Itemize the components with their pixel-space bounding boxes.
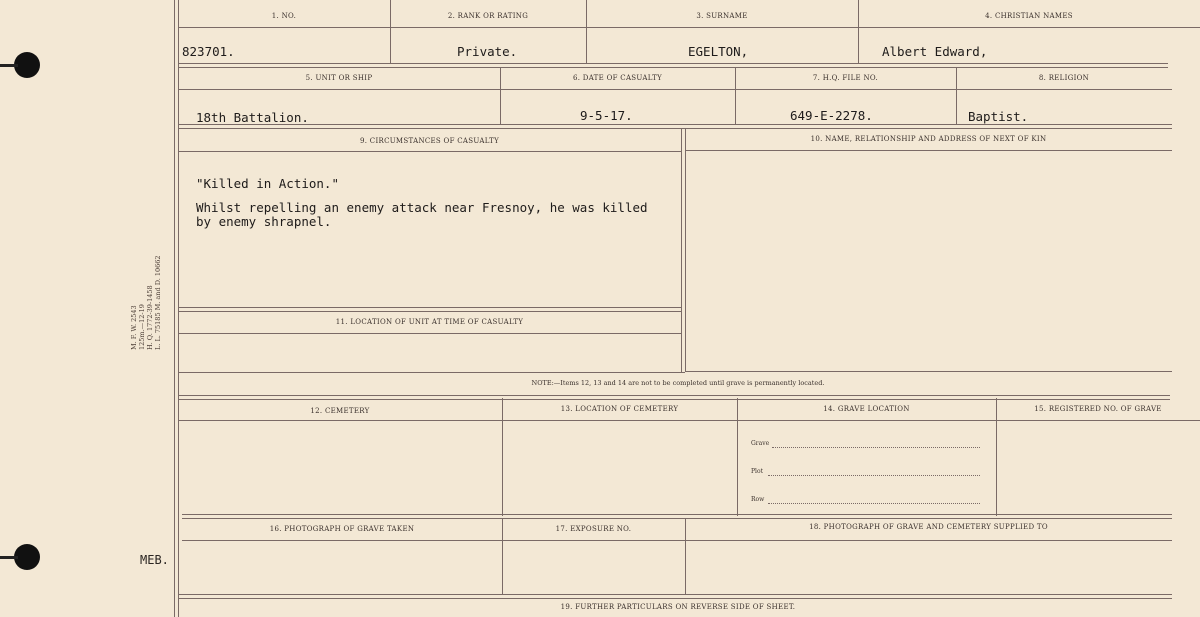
grave-label-divider	[178, 420, 1200, 421]
field-religion: Baptist.	[968, 109, 1029, 124]
row1-divider	[858, 0, 859, 64]
label-location-of-cemetery: 13. LOCATION OF CEMETERY	[560, 405, 679, 413]
circumstance-line-1: "Killed in Action."	[196, 176, 339, 191]
label-rank: 2. RANK OR RATING	[447, 12, 529, 20]
grave-word: Grave	[751, 440, 770, 447]
section11-top-rule	[178, 307, 681, 312]
circumstance-line-3: by enemy shrapnel.	[196, 214, 332, 229]
field-rank: Private.	[457, 44, 518, 59]
field-surname: EGELTON,	[688, 44, 749, 59]
circumstance-line-2: Whilst repelling an enemy attack near Fresnoy, he was killed	[196, 200, 648, 215]
row2-bottom-rule	[178, 124, 1172, 129]
label-grave-location: 14. GRAVE LOCATION	[823, 405, 910, 413]
section10-label-divider	[685, 150, 1172, 151]
photo-label-divider	[182, 540, 1172, 541]
section10-bottom-rule	[685, 371, 1172, 372]
label-christian-names: 4. CHRISTIAN NAMES	[985, 12, 1073, 20]
clerk-initials: MEB.	[140, 553, 169, 567]
photo-bottom-rule	[178, 594, 1172, 599]
field-file-no: 649-E-2278.	[790, 108, 873, 123]
field-christian-names: Albert Edward,	[882, 44, 988, 59]
label-religion: 8. RELIGION	[1038, 74, 1090, 82]
section11-bottom-rule	[178, 372, 685, 373]
side-print-line: 125m.—12-19	[138, 304, 146, 350]
label-next-of-kin: 10. NAME, RELATIONSHIP AND ADDRESS OF NEXT OF KIN	[810, 135, 1047, 143]
label-no: 1. NO.	[271, 12, 297, 20]
grave-divider	[996, 398, 997, 516]
plot-word: Plot	[751, 468, 763, 475]
plot-dotted-line	[768, 475, 980, 476]
label-exposure-no: 17. EXPOSURE NO.	[555, 525, 632, 533]
label-unit: 5. UNIT OR SHIP	[305, 74, 373, 82]
label-location-of-unit: 11. LOCATION OF UNIT AT TIME OF CASUALTY	[335, 318, 524, 326]
label-surname: 3. SURNAME	[696, 12, 748, 20]
field-unit: 18th Battalion.	[196, 110, 309, 125]
row2-label-divider	[178, 89, 1172, 90]
side-print-line: H. Q. 1772-39-1458	[146, 285, 154, 350]
field-date: 9-5-17.	[580, 108, 633, 123]
grave-divider	[737, 398, 738, 516]
grave-divider	[502, 398, 503, 516]
row1-label-divider	[178, 27, 1200, 28]
row-dotted-line	[768, 503, 980, 504]
footer-note: 19. FURTHER PARTICULARS ON REVERSE SIDE OF SHEET.	[560, 603, 796, 611]
note-bottom-rule	[178, 395, 1170, 400]
label-date: 6. DATE OF CASUALTY	[572, 74, 663, 82]
label-photo-supplied-to: 18. PHOTOGRAPH OF GRAVE AND CEMETERY SUPPLIED TO	[809, 523, 1048, 531]
row1-divider	[586, 0, 587, 64]
label-circumstances: 9. CIRCUMSTANCES OF CASUALTY	[359, 137, 499, 145]
row1-divider	[390, 0, 391, 64]
row-word: Row	[751, 496, 765, 503]
label-file: 7. H.Q. FILE NO.	[812, 74, 879, 82]
grave-dotted-line	[772, 447, 980, 448]
grave-bottom-rule	[182, 514, 1172, 519]
section11-label-divider	[178, 333, 681, 334]
side-print-codes	[130, 255, 162, 350]
label-photograph-taken: 16. PHOTOGRAPH OF GRAVE TAKEN	[269, 525, 415, 533]
field-number: 823701.	[182, 44, 235, 59]
label-registered-no: 15. REGISTERED NO. OF GRAVE	[1034, 405, 1162, 413]
side-print-line: L. L. 75185 M. and D. 10662	[154, 255, 162, 350]
row1-bottom-rule	[178, 63, 1168, 68]
section9-label-divider	[178, 151, 681, 152]
punch-hole-bottom-stub	[0, 556, 18, 559]
label-cemetery: 12. CEMETERY	[310, 407, 370, 415]
grave-note: NOTE:—Items 12, 13 and 14 are not to be completed until grave is permanently located.	[531, 379, 825, 387]
section9-right-border	[681, 128, 686, 372]
punch-hole-top-stub	[0, 64, 18, 67]
side-print-line: M. F. W. 2543	[130, 305, 138, 350]
